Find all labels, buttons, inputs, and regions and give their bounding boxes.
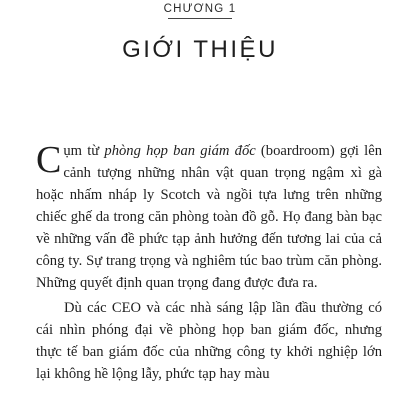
paragraph-2: Dù các CEO và các nhà sáng lập lần đầu thường có cái nhìn phóng đại về phòng họp ban giám đốc, nhưng thực tế ban giám đốc của những công ty khởi nghiệp lớn lại không hề lộng lẫy, phức tạp hay màu [36,300,382,382]
paragraph-1-lead: ụm từ [63,143,105,159]
chapter-title: GIỚI THIỆU [122,36,278,63]
chapter-label-underline [168,18,232,19]
drop-cap: C [36,139,62,181]
chapter-label: CHƯƠNG 1 [163,3,237,15]
paragraph-1 [36,140,382,294]
paragraph-1-text: (boardroom) gợi lên cảnh tượng những nhân vật quan trọng ngậm xì gà hoặc nhấm nháp ly Scotch và ngồi tựa lưng trên những chiếc ghế da trong căn phòng toàn đồ gỗ. Họ đang bàn bạc về những vấn đề phức tạp ảnh hưởng đến tương lai của cả công ty. Sự trang trọng và nghiêm túc bao trùm căn phòng. Những quyết định quan trọng đang được đưa ra. [36,143,382,291]
body-text [36,140,382,385]
italic-term: phòng họp ban giám đốc [104,143,256,159]
